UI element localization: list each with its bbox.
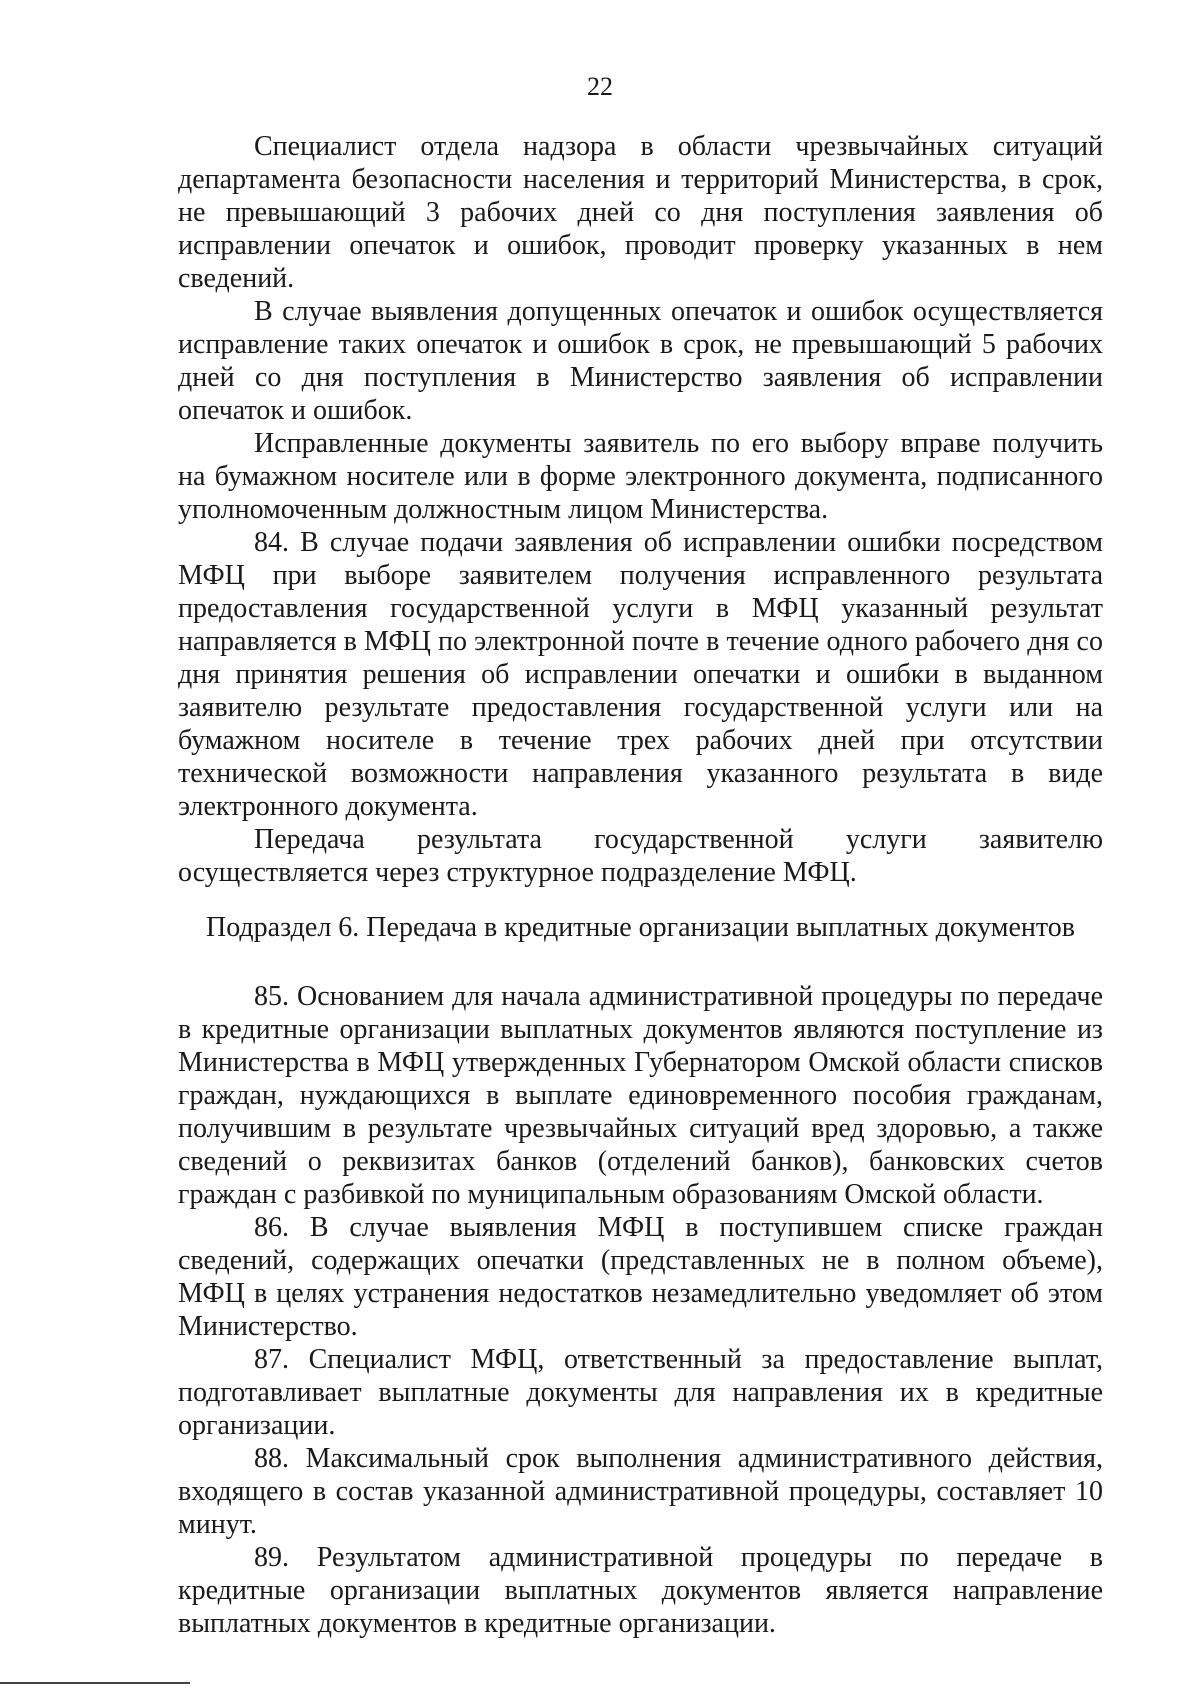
footer-divider <box>0 1682 190 1684</box>
paragraph-inspection-specialist: Специалист отдела надзора в области чрезвычайных ситуаций департамента безопасности населения и территорий Министерства, в срок, не превышающий 3 рабочих дней со дня поступления заявления об исправлении опечаток и ошибок, проводит проверку указанных в нем сведений. <box>178 131 1103 294</box>
page-content <box>178 130 1103 1640</box>
paragraph-87: 87. Специалист МФЦ, ответственный за предоставление выплат, подготавливает выплатные документы для направления их в кредитные организации. <box>178 1344 1103 1441</box>
paragraph-89: 89. Результатом административной процедуры по передаче в кредитные организации выплатных документов является направление выплатных документов в кредитные организации. <box>178 1542 1103 1639</box>
subsection-title: Подраздел 6. Передача в кредитные организации выплатных документов <box>206 912 1075 943</box>
paragraph-84: 84. В случае подачи заявления об исправлении ошибки посредством МФЦ при выборе заявителем получения исправленного результата предоставления государственной услуги в МФЦ указанный результат направляется в МФЦ по электронной почте в течение одного рабочего дня со дня принятия решения об исправлении опечатки и ошибки в выданном заявителю результате предоставления государственной услуги или на бумажном носителе в течение трех рабочих дней при отсутствии технической возможности направления указанного результата в виде электронного документа. <box>178 527 1103 822</box>
paragraph-85: 85. Основанием для начала административной процедуры по передаче в кредитные организации выплатных документов являются поступление из Министерства в МФЦ утвержденных Губернатором Омской области списков граждан, нуждающихся в выплате единовременного пособия гражданам, получившим в результате чрезвычайных ситуаций вред здоровью, а также сведений о реквизитах банков (отделений банков), банковских счетов граждан с разбивкой по муниципальным образованиям Омской области. <box>178 981 1103 1210</box>
paragraph-corrected-documents: Исправленные документы заявитель по его выбору вправе получить на бумажном носителе или в форме электронного документа, подписанного уполномоченным должностным лицом Министерства. <box>178 428 1103 525</box>
paragraph-86: 86. В случае выявления МФЦ в поступившем списке граждан сведений, содержащих опечатки (представленных не в полном объеме), МФЦ в целях устранения недостатков незамедлительно уведомляет об этом Министерство. <box>178 1212 1103 1342</box>
paragraph-error-correction: В случае выявления допущенных опечаток и ошибок осуществляется исправление таких опечаток и ошибок в срок, не превышающий 5 рабочих дней со дня поступления в Министерство заявления об исправлении опечаток и ошибок. <box>178 296 1103 426</box>
paragraph-result-transfer: Передача результата государственной услуги заявителю осуществляется через структурное подразделение МФЦ. <box>178 824 1103 888</box>
page-number: 22 <box>587 72 613 101</box>
paragraph-88: 88. Максимальный срок выполнения административного действия, входящего в состав указанной административной процедуры, составляет 10 минут. <box>178 1443 1103 1540</box>
